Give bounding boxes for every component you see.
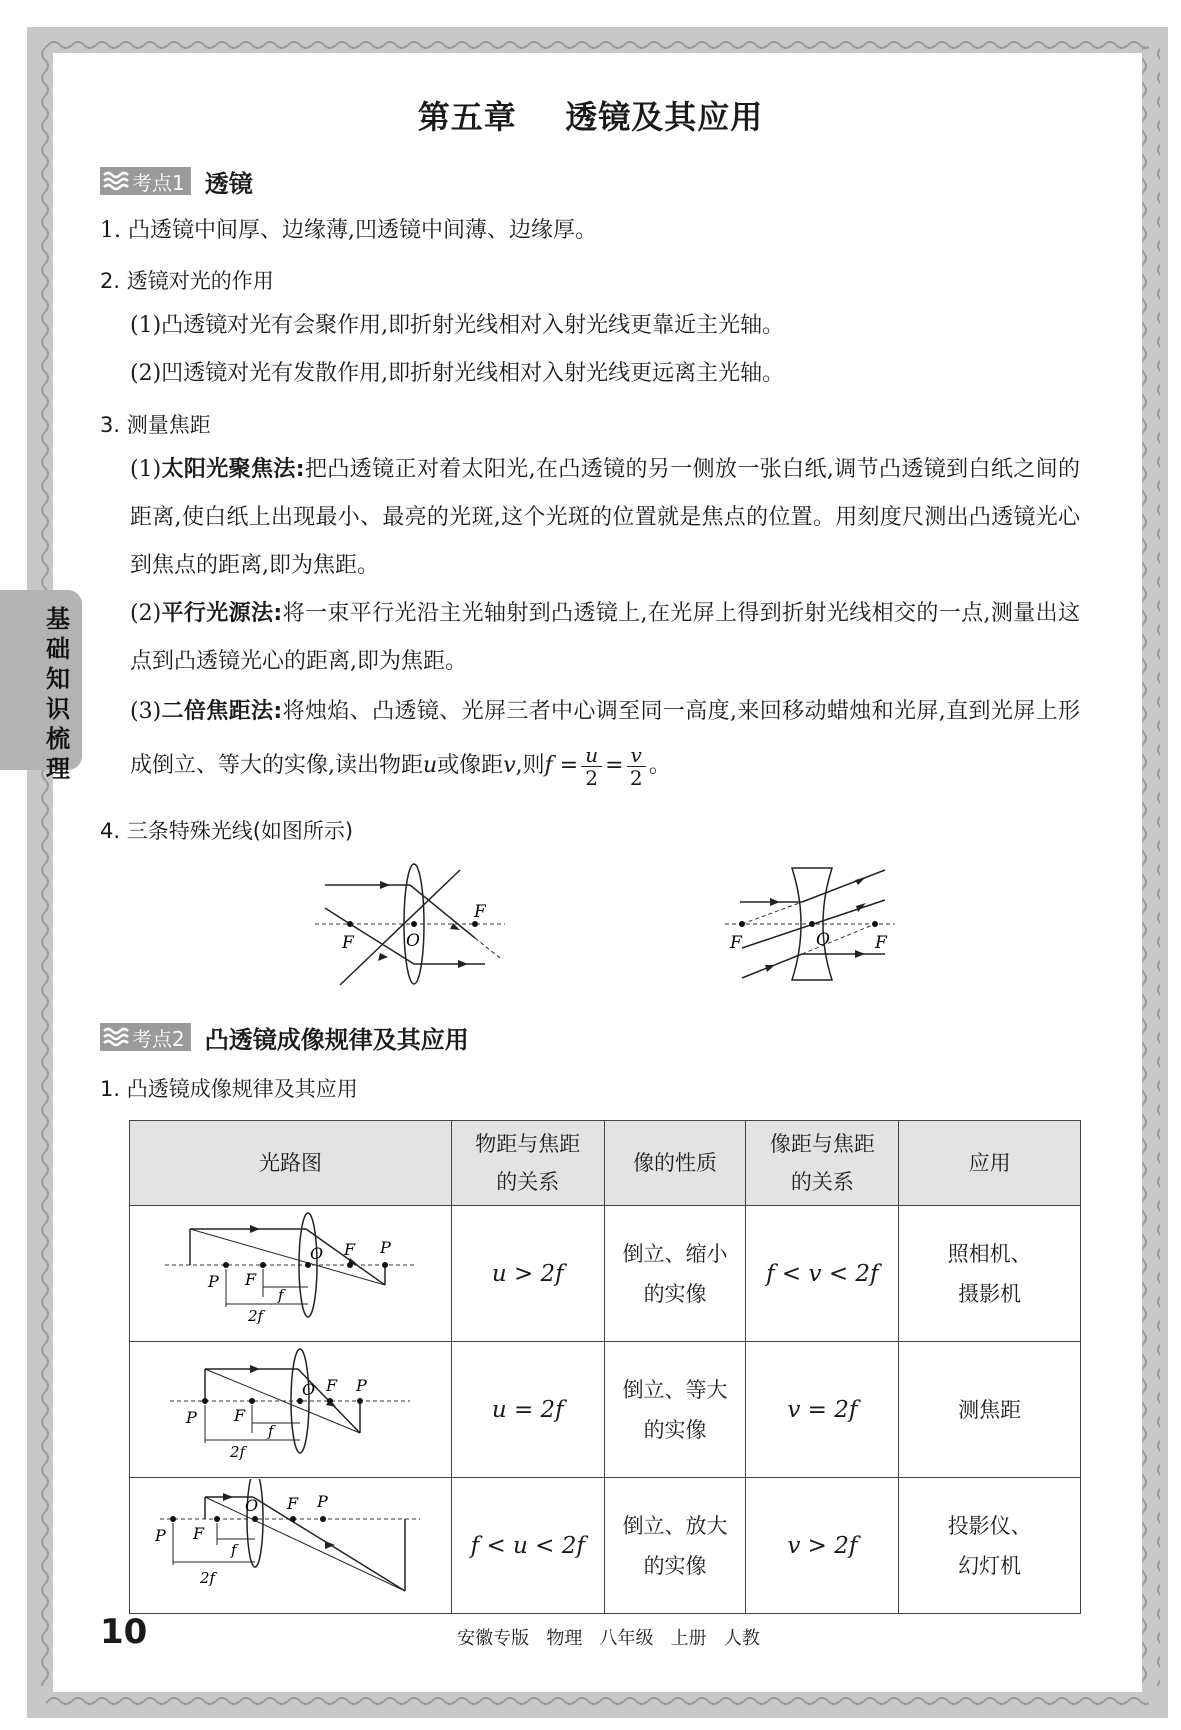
period: 。 — [648, 753, 671, 778]
equals-sign-2: = — [605, 753, 624, 778]
ray-diagram-cell — [130, 1478, 452, 1614]
special-rays-heading: 4. 三条特殊光线(如图所示) — [100, 819, 354, 843]
section2-badge-text: 考点2 — [132, 1026, 185, 1051]
section1-badge — [100, 167, 191, 195]
convex-rays-diagram — [310, 860, 510, 990]
application-cell: 投影仪、 幻灯机 — [899, 1478, 1081, 1614]
label-P: P — [380, 1238, 392, 1257]
label-O: O — [245, 1496, 259, 1515]
image-distance-cell: v = 2f — [746, 1342, 899, 1478]
method-parallel-num: (2) — [130, 601, 162, 626]
label-O: O — [302, 1380, 316, 1399]
imaging-law-heading: 1. 凸透镜成像规律及其应用 — [100, 1077, 358, 1101]
fraction-u — [581, 744, 602, 789]
section1-header — [100, 166, 253, 196]
label-f: f — [268, 1422, 275, 1440]
label-f: f — [278, 1286, 285, 1304]
lens-shape-text: 1. 凸透镜中间厚、边缘薄,凹透镜中间薄、边缘厚。 — [100, 218, 597, 243]
section2-badge — [100, 1023, 191, 1051]
label-F: F — [326, 1376, 338, 1395]
method-double-focal — [130, 685, 1080, 793]
convex-effect-text: (1)凸透镜对光有会聚作用,即折射光线相对入射光线更靠近主光轴。 — [130, 313, 785, 338]
section2-header — [100, 1022, 469, 1052]
side-tab-label: 基础知识梳理 — [46, 605, 70, 783]
object-distance-cell: u > 2f — [451, 1206, 604, 1342]
application-cell: 测焦距 — [899, 1342, 1081, 1478]
section1-badge-text: 考点1 — [132, 170, 185, 195]
label-F: F — [344, 1240, 356, 1259]
header-image-nature: 像的性质 — [604, 1121, 746, 1206]
fraction-v-num: v — [627, 744, 646, 767]
method-double-text: 将烛焰、凸透镜、光屏三者中心调至同一高度,来回移动蜡烛和光屏,直到光屏上形成倒立、等大的实像,读出物距 — [130, 699, 1080, 778]
label-2f: 2f — [200, 1569, 216, 1587]
focal-length-heading: 3. 测量焦距 — [100, 413, 211, 437]
object-distance-cell: f < u < 2f — [451, 1478, 604, 1614]
label-F-left: F — [730, 933, 742, 953]
header-object-distance: 物距与焦距 的关系 — [451, 1121, 604, 1206]
fraction-v-den: 2 — [629, 765, 643, 790]
label-F: F — [234, 1406, 246, 1425]
label-O: O — [406, 931, 420, 951]
concave-rays-diagram — [720, 860, 900, 985]
section2-title: 凸透镜成像规律及其应用 — [204, 1025, 469, 1054]
label-P: P — [155, 1526, 167, 1545]
waves-icon — [102, 1026, 132, 1048]
ray-diagram-cell — [130, 1342, 452, 1478]
method-parallel-name: 平行光源法: — [161, 601, 283, 626]
header-image-distance: 像距与焦距 的关系 — [746, 1121, 899, 1206]
label-P: P — [317, 1492, 329, 1511]
var-v: v — [503, 753, 516, 778]
header-application: 应用 — [899, 1121, 1081, 1206]
concave-effect-text: (2)凹透镜对光有发散作用,即折射光线相对入射光线更远离主光轴。 — [130, 361, 785, 386]
page-number: 10 — [100, 1612, 148, 1652]
label-F-right: F — [875, 933, 887, 953]
label-P: P — [186, 1408, 198, 1427]
method-sunlight — [130, 446, 1080, 590]
object-distance-cell: u = 2f — [451, 1342, 604, 1478]
imaging-law-table — [129, 1120, 1081, 1614]
fraction-u-num: u — [581, 744, 602, 767]
method-parallel — [130, 590, 1080, 686]
image-nature-cell: 倒立、缩小 的实像 — [604, 1206, 746, 1342]
method-double-or: 或像距 — [437, 753, 504, 778]
label-2f: 2f — [230, 1443, 246, 1461]
method-sunlight-text: 把凸透镜正对着太阳光,在凸透镜的另一侧放一张白纸,调节凸透镜到白纸之间的距离,使白纸上出现最小、最亮的光斑,这个光斑的位置就是焦点的位置。用刻度尺测出凸透镜光心到焦点的距离,即为焦距。 — [130, 457, 1080, 578]
table-row — [130, 1206, 1081, 1342]
label-2f: 2f — [248, 1307, 264, 1325]
equals-sign: = — [559, 753, 579, 778]
ray-diagram-u-eq-2f — [160, 1343, 420, 1463]
var-f: f — [544, 753, 553, 778]
table-row — [130, 1342, 1081, 1478]
ray-diagram-cell — [130, 1206, 452, 1342]
table-header-row — [130, 1121, 1081, 1206]
fraction-u-den: 2 — [585, 765, 599, 790]
label-F: F — [245, 1270, 257, 1289]
application-cell: 照相机、 摄影机 — [899, 1206, 1081, 1342]
label-f: f — [231, 1541, 238, 1559]
header-ray-diagram: 光路图 — [130, 1121, 452, 1206]
image-distance-cell: v > 2f — [746, 1478, 899, 1614]
image-nature-cell: 倒立、放大 的实像 — [604, 1478, 746, 1614]
method-parallel-text: 将一束平行光沿主光轴射到凸透镜上,在光屏上得到折射光线相交的一点,测量出这点到凸透镜光心的距离,即为焦距。 — [130, 601, 1080, 674]
label-F-left: F — [342, 933, 354, 953]
label-P: P — [356, 1376, 368, 1395]
waves-icon — [102, 170, 132, 192]
method-double-name: 二倍焦距法: — [161, 699, 283, 724]
method-double-then: ,则 — [515, 753, 545, 778]
label-F: F — [287, 1494, 299, 1513]
label-P: P — [208, 1272, 220, 1291]
method-double-num: (3) — [130, 699, 162, 724]
label-F: F — [193, 1524, 205, 1543]
var-u: u — [423, 753, 438, 778]
method-sunlight-num: (1) — [130, 457, 162, 482]
method-sunlight-name: 太阳光聚焦法: — [161, 457, 305, 482]
fraction-v — [627, 744, 646, 789]
label-O: O — [310, 1244, 324, 1263]
image-distance-cell: f < v < 2f — [746, 1206, 899, 1342]
ray-diagram-u-gt-2f — [160, 1207, 420, 1327]
label-O: O — [816, 930, 830, 950]
chapter-title: 第五章 透镜及其应用 — [417, 98, 764, 136]
label-F-right: F — [474, 902, 486, 922]
footer-text: 安徽专版 物理 八年级 上册 人教 — [457, 1628, 760, 1649]
ray-diagram-f-lt-u-lt-2f — [155, 1479, 425, 1599]
lens-effect-heading: 2. 透镜对光的作用 — [100, 269, 274, 293]
table-row — [130, 1478, 1081, 1614]
section1-title: 透镜 — [204, 169, 253, 198]
image-nature-cell: 倒立、等大 的实像 — [604, 1342, 746, 1478]
